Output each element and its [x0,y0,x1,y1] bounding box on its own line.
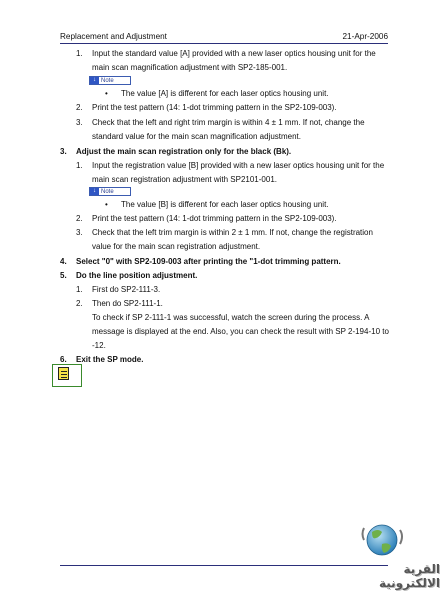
body-text: Check that the left trim margin is within 2 ± 1 mm. If not, change the registration [92,228,373,237]
step-heading: Exit the SP mode. [76,355,144,364]
note-label: Note [101,78,114,84]
body-text: value for the main scan registration adjustment. [92,242,261,251]
note-text: The value [B] is different for each laser optics housing unit. [121,200,329,209]
body-text: First do SP2-111-3. [92,285,161,294]
step-number: 6. [60,355,67,364]
step-heading: Do the line position adjustment. [76,271,198,280]
body-text: Check that the left and right trim margin is within 4 ± 1 mm. If not, change the [92,118,365,127]
footer-rule [60,565,388,566]
body-text: Print the test pattern (14: 1-dot trimming pattern in the SP2-109-003). [92,214,337,223]
body-text: message is displayed at the end. Also, you can check the result with SP 2-194-10 to [92,327,389,336]
step-heading: Select "0" with SP2-109-003 after printing the "1-dot trimming pattern. [76,257,341,266]
bullet-icon: • [105,89,108,98]
note-badge [89,187,131,196]
page-header [60,32,388,43]
step-number: 4. [60,257,67,266]
body-text: Then do SP2-111-1. [92,299,163,308]
header-rule [60,43,388,44]
page-date: 21-Apr-2006 [342,32,388,41]
substep-number: 2. [76,214,83,223]
body-text: Print the test pattern (14: 1-dot trimming pattern in the SP2-109-003). [92,103,337,112]
body-text: -12. [92,341,106,350]
step-heading: Adjust the main scan registration only for the black (Bk). [76,147,292,156]
note-label: Note [101,189,114,195]
memo-icon [52,364,82,387]
body-text: Input the registration value [B] provided with a new laser optics housing unit for the [92,161,385,170]
substep-number: 1. [76,161,83,170]
note-badge [89,76,131,85]
substep-number: 3. [76,118,83,127]
step-number: 5. [60,271,67,280]
body-text: standard value for the main scan magnification adjustment. [92,132,302,141]
step-number: 3. [60,147,67,156]
body-text: Input the standard value [A] provided with a new laser optics housing unit for the [92,49,376,58]
body-text: main scan magnification adjustment with SP2-185-001. [92,63,288,72]
bullet-icon: • [105,200,108,209]
note-text: The value [A] is different for each laser optics housing unit. [121,89,329,98]
watermark-text: القرية الالكترونية [378,562,440,590]
body-text: main scan registration adjustment with SP2101-001. [92,175,277,184]
arrow-down-icon: ↓ [90,188,99,195]
body-text: To check if SP 2-111-1 was successful, watch the screen during the process. A [92,313,370,322]
substep-number: 3. [76,228,83,237]
arrow-down-icon: ↓ [90,77,99,84]
substep-number: 2. [76,299,83,308]
substep-number: 1. [76,49,83,58]
section-title: Replacement and Adjustment [60,32,167,41]
substep-number: 2. [76,103,83,112]
substep-number: 1. [76,285,83,294]
